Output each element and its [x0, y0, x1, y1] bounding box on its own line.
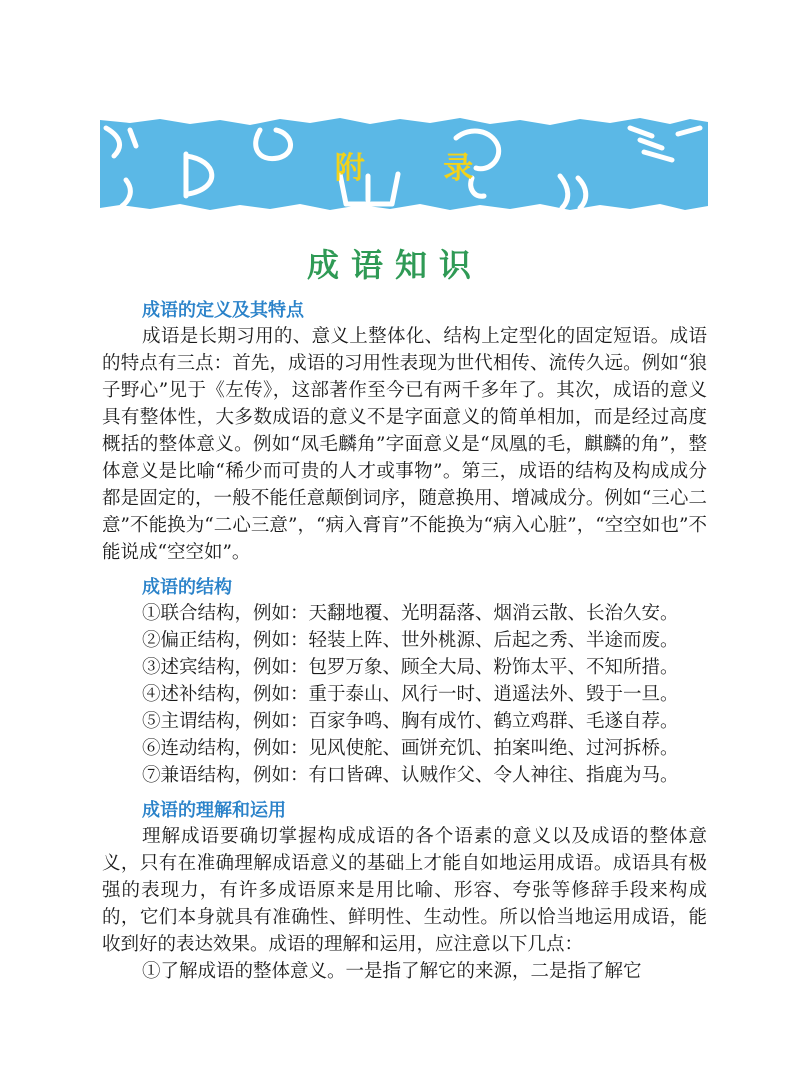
paragraph: 理解成语要确切掌握构成成语的各个语素的意义以及成语的整体意义，只有在准确理解成语意义的基础上才能自如地运用成语。成语具有极强的表现力，有许多成语原来是用比喻、形容、夸张等修辞手段来构成的，它们本身就具有准确性、鲜明性、生动性。所以恰当地运用成语，能收到好的表达效果。成语的理解和运用，应注意以下几点：	[102, 826, 707, 955]
section-heading: 成语的理解和运用	[142, 800, 286, 821]
list-item: ⑦兼语结构，例如：有口皆碑、认贼作父、令人神往、指鹿为马。	[142, 765, 679, 786]
banner-title: 附 录	[334, 150, 508, 186]
section-structure	[102, 576, 707, 789]
section-definition	[102, 299, 707, 566]
section-heading: 成语的定义及其特点	[142, 300, 304, 321]
paragraph: 成语是长期习用的、意义上整体化、结构上定型化的固定短语。成语的特点有三点：首先，成语的习用性表现为世代相传、流传久远。例如“狼子野心”见于《左传》，这部著作至今已有两千多年了。其次，成语的意义具有整体性，大多数成语的意义不是字面意义的简单相加，而是经过高度概括的整体意义。例如“凤毛麟角”字面意义是“凤凰的毛，麒麟的角”，整体意义是比喻“稀少而可贵的人才或事物”。第三，成语的结构及构成成分都是固定的，一般不能任意颠倒词序，随意换用、增减成分。例如“三心二意”不能换为“二心三意”，“病入膏肓”不能换为“病入心脏”，“空空如也”不能说成“空空如”。	[102, 326, 707, 563]
list-item: ③述宾结构，例如：包罗万象、顾全大局、粉饰太平、不知所措。	[142, 657, 679, 678]
list-item: ②偏正结构，例如：轻装上阵、世外桃源、后起之秀、半途而废。	[142, 630, 679, 651]
section-heading: 成语的结构	[142, 577, 232, 598]
document-body	[102, 295, 707, 985]
page-title: 成语知识	[306, 246, 483, 284]
list-item: ④述补结构，例如：重于泰山、风行一时、逍遥法外、毁于一旦。	[142, 684, 679, 705]
list-item: ⑤主谓结构，例如：百家争鸣、胸有成竹、鹤立鸡群、毛遂自荐。	[142, 711, 679, 732]
section-usage	[102, 799, 707, 985]
list-item: ①联合结构，例如：天翻地覆、光明磊落、烟消云散、长治久安。	[142, 603, 679, 624]
list-item: ⑥连动结构，例如：见风使舵、画饼充饥、拍案叫绝、过河拆桥。	[142, 738, 679, 759]
appendix-banner	[100, 116, 708, 213]
paragraph: ①了解成语的整体意义。一是指了解它的来源，二是指了解它	[142, 961, 642, 982]
